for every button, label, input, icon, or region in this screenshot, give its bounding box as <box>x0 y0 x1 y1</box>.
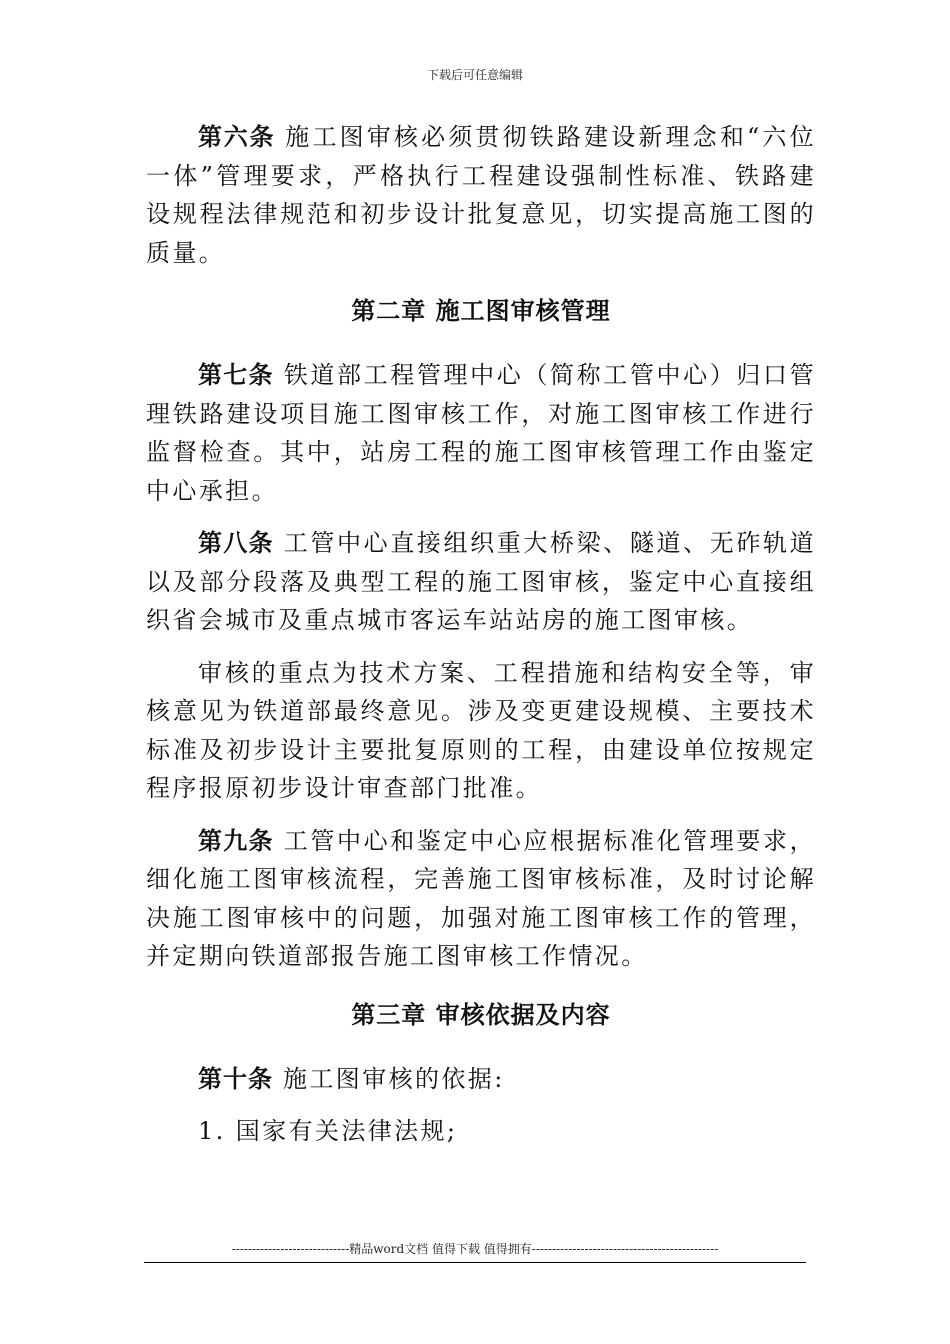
article-6-text: 施工图审核必须贯彻铁路建设新理念和“六位一体”管理要求，严格执行工程建设强制性标准、铁路建设规程法律规范和初步设计批复意见，切实提高施工图的质量。 <box>146 123 816 267</box>
document-body <box>146 118 816 1165</box>
article-8 <box>146 524 816 640</box>
article-8-label: 第八条 <box>198 529 274 557</box>
article-7 <box>146 356 816 510</box>
article-9-text: 工管中心和鉴定中心应根据标准化管理要求，细化施工图审核流程，完善施工图审核标准，及时讨论解决施工图审核中的问题，加强对施工图审核工作的管理，并定期向铁道部报告施工图审核工作情况。 <box>146 826 817 970</box>
article-7-label: 第七条 <box>198 361 274 389</box>
chapter-3-title: 第三章 审核依据及内容 <box>351 1000 611 1029</box>
chapter-2-title: 第二章 施工图审核管理 <box>351 297 611 325</box>
article-10-label: 第十条 <box>198 1064 273 1093</box>
article-9-label: 第九条 <box>198 826 274 855</box>
article-8-paragraph-2: 审核的重点为技术方案、工程措施和结构安全等，审核意见为铁道部最终意见。涉及变更建设规模、主要技术标准及初步设计主要批复原则的工程，由建设单位按规定程序报原初步设计审查部门批准。 <box>146 658 816 802</box>
page-footer: -----------------------------精品word文档 值得下载 值得拥有---------------------------------------------- <box>231 1242 719 1256</box>
article-10 <box>146 1060 816 1099</box>
article-7-text: 铁道部工程管理中心（简称工管中心）归口管理铁路建设项目施工图审核工作，对施工图审核工作进行监督检查。其中，站房工程的施工图审核管理工作由鉴定中心承担。 <box>146 361 817 505</box>
article-6-label: 第六条 <box>198 123 276 151</box>
footer-divider <box>144 1262 806 1263</box>
page-header: 下载后可任意编辑 <box>426 68 523 82</box>
article-10-text: 施工图审核的依据: <box>283 1064 505 1093</box>
article-9 <box>146 822 816 976</box>
article-6 <box>146 118 816 272</box>
article-8-text: 工管中心直接组织重大桥梁、隧道、无砟轨道以及部分段落及典型工程的施工图审核，鉴定中心直接组织省会城市及重点城市客运车站站房的施工图审核。 <box>146 529 817 634</box>
list-item-1: 1. 国家有关法律法规; <box>198 1117 458 1145</box>
